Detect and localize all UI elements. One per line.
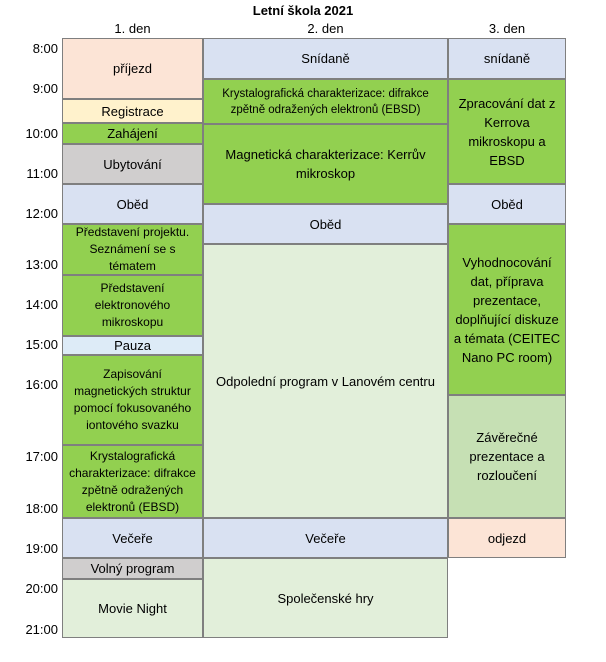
event-odpoledni-program: Odpolední program v Lanovém centru [203, 244, 448, 518]
event-krystalograficka-day1: Krystalografická charakterizace: difrakce zpětně odražených elektronů (EBSD) [62, 445, 203, 518]
event-magneticka: Magnetická charakterizace: Kerrův mikroskop [203, 124, 448, 204]
event-snidane-day3: snídaně [448, 38, 566, 79]
event-snidane-day2: Snídaně [203, 38, 448, 79]
time-label: 13:00 [25, 257, 58, 272]
event-zaverecne-prezentace: Závěrečné prezentace a rozloučení [448, 395, 566, 518]
time-label: 19:00 [25, 541, 58, 556]
time-label: 21:00 [25, 622, 58, 637]
event-krystalograficka-day2: Krystalografická charakterizace: difrakce zpětně odražených elektronů (EBSD) [203, 79, 448, 124]
time-label: 20:00 [25, 581, 58, 596]
event-obed-day2: Oběd [203, 204, 448, 244]
event-pauza: Pauza [62, 336, 203, 355]
event-ubytovani: Ubytování [62, 144, 203, 184]
event-movie-night: Movie Night [62, 579, 203, 638]
time-label: 17:00 [25, 449, 58, 464]
event-zahajeni: Zahájení [62, 123, 203, 144]
day-header-2: 2. den [307, 21, 344, 36]
time-label: 11:00 [26, 166, 58, 181]
day-header-3: 3. den [488, 21, 526, 36]
time-label: 12:00 [25, 206, 58, 221]
event-vecere-day2: Večeře [203, 518, 448, 558]
event-predstaveni-projektu: Představení projektu. Seznámení se s tématem [62, 224, 203, 275]
event-predstaveni-mikroskopu: Představení elektronového mikroskopu [62, 275, 203, 336]
day-header-1: 1. den [114, 21, 151, 36]
time-label: 8:00 [32, 41, 58, 56]
event-volny-program: Volný program [62, 558, 203, 579]
time-label: 10:00 [25, 126, 58, 141]
event-obed-day3: Oběd [448, 184, 566, 224]
event-vyhodnocovani: Vyhodnocování dat, příprava prezentace, doplňující diskuze a témata (CEITEC Nano PC room) [448, 224, 566, 395]
event-prijezd: příjezd [62, 38, 203, 99]
event-spolecenske-hry: Společenské hry [203, 558, 448, 638]
time-label: 16:00 [25, 377, 58, 392]
page-title: Letní škola 2021 [252, 3, 354, 18]
time-label: 15:00 [25, 337, 58, 352]
time-label: 9:00 [32, 81, 58, 96]
event-registrace: Registrace [62, 99, 203, 123]
event-odjezd: odjezd [448, 518, 566, 558]
event-vecere-day1: Večeře [62, 518, 203, 558]
event-obed-day1: Oběd [62, 184, 203, 224]
time-label: 18:00 [25, 501, 58, 516]
event-zpracovani-dat: Zpracování dat z Kerrova mikroskopu a EBSD [448, 79, 566, 184]
time-label: 14:00 [25, 297, 58, 312]
event-zapisovani: Zapisování magnetických struktur pomocí fokusovaného iontového svazku [62, 355, 203, 445]
